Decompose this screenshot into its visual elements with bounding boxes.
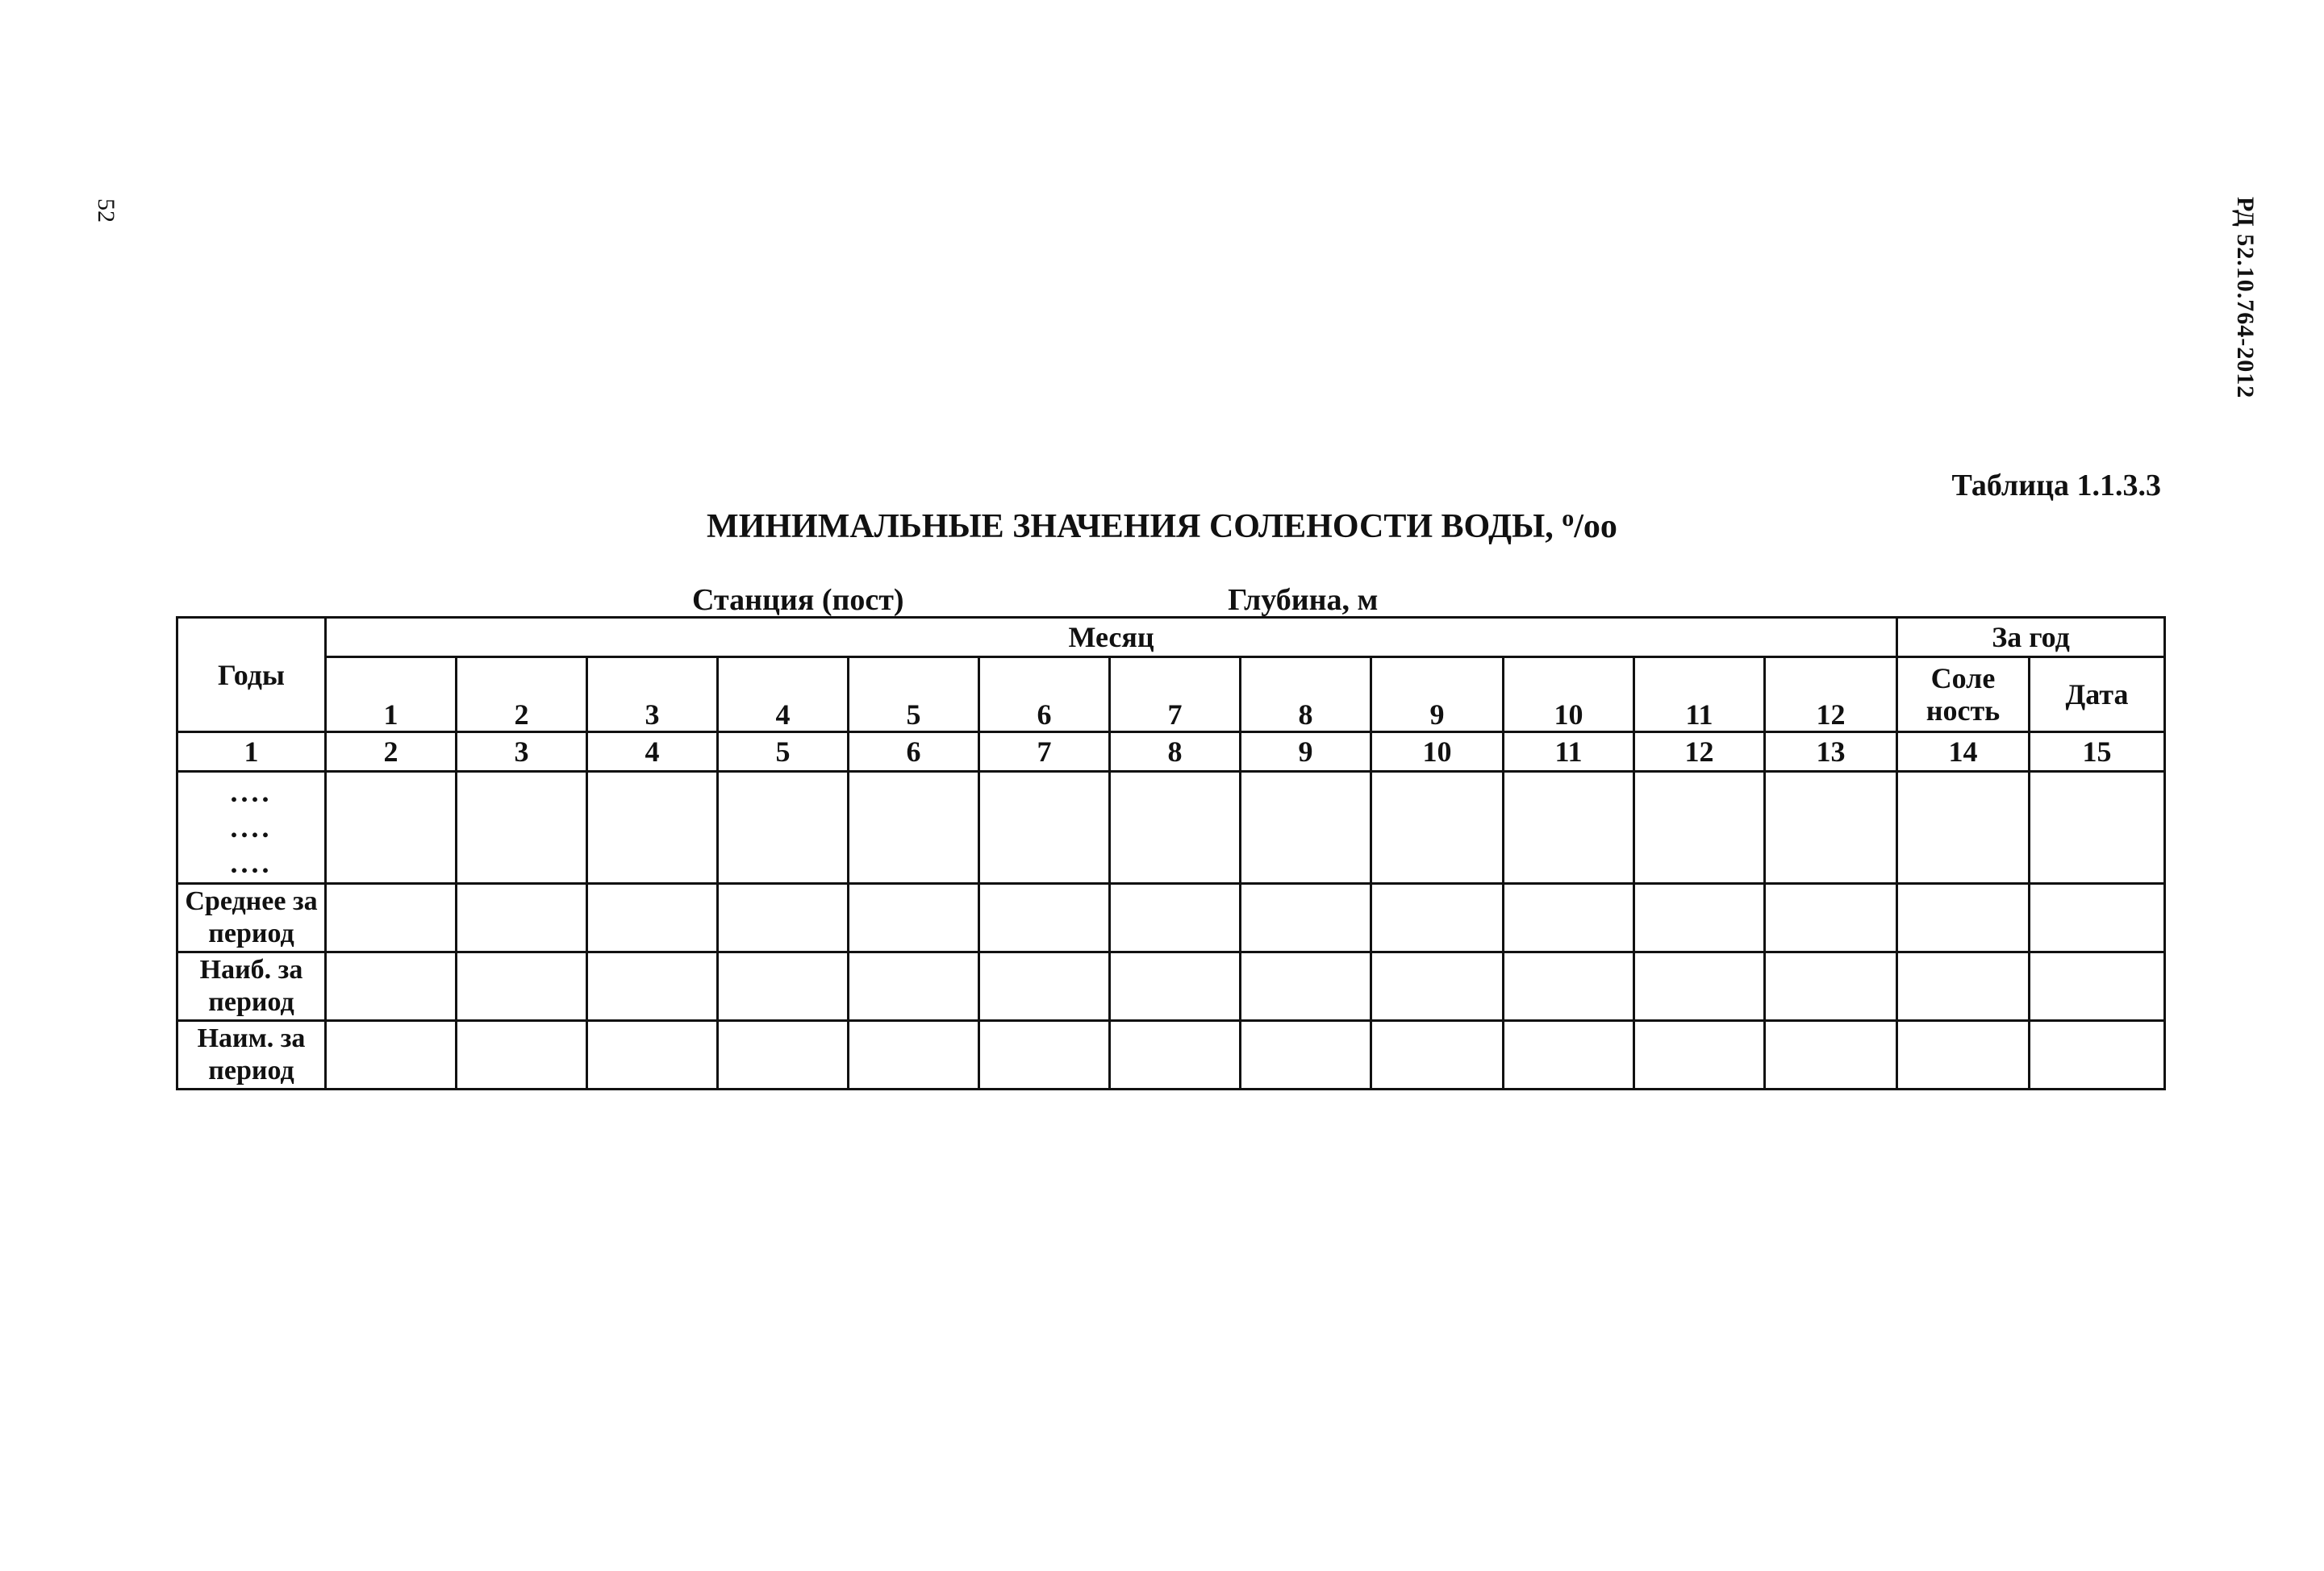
month-8: 8 <box>1241 657 1371 732</box>
month-9: 9 <box>1371 657 1504 732</box>
row-label-line: период <box>208 919 294 948</box>
index-cell: 14 <box>1897 732 2030 772</box>
month-11: 11 <box>1634 657 1765 732</box>
month-7: 7 <box>1110 657 1241 732</box>
years-placeholder <box>177 772 326 884</box>
empty-cell[interactable] <box>1765 952 1897 1021</box>
empty-cell[interactable] <box>2030 772 2165 884</box>
index-cell: 9 <box>1241 732 1371 772</box>
station-label: Станция (пост) <box>692 583 904 617</box>
empty-cell[interactable] <box>1897 1021 2030 1090</box>
year-salinity-header <box>1897 657 2030 732</box>
empty-cell[interactable] <box>979 1021 1110 1090</box>
empty-cell[interactable] <box>1110 952 1241 1021</box>
data-row-years <box>177 772 2165 884</box>
empty-cell[interactable] <box>1504 884 1634 952</box>
page-number: 52 <box>93 198 119 223</box>
month-10: 10 <box>1504 657 1634 732</box>
empty-cell[interactable] <box>1241 772 1371 884</box>
month-4: 4 <box>718 657 849 732</box>
empty-cell[interactable] <box>1765 772 1897 884</box>
empty-cell[interactable] <box>2030 884 2165 952</box>
month-12: 12 <box>1765 657 1897 732</box>
data-row-max <box>177 952 2165 1021</box>
empty-cell[interactable] <box>457 1021 587 1090</box>
empty-cell[interactable] <box>2030 1021 2165 1090</box>
empty-cell[interactable] <box>979 772 1110 884</box>
empty-cell[interactable] <box>326 1021 457 1090</box>
empty-cell[interactable] <box>718 952 849 1021</box>
empty-cell[interactable] <box>979 884 1110 952</box>
index-cell: 5 <box>718 732 849 772</box>
month-5: 5 <box>849 657 979 732</box>
empty-cell[interactable] <box>1897 772 2030 884</box>
empty-cell[interactable] <box>587 884 718 952</box>
empty-cell[interactable] <box>1897 884 2030 952</box>
empty-cell[interactable] <box>1371 772 1504 884</box>
empty-cell[interactable] <box>1504 952 1634 1021</box>
empty-cell[interactable] <box>457 952 587 1021</box>
row-label-line: Наиб. за <box>199 955 303 985</box>
empty-cell[interactable] <box>849 772 979 884</box>
table-number: Таблица 1.1.3.3 <box>1951 469 2161 502</box>
empty-cell[interactable] <box>1241 884 1371 952</box>
row-label-mean <box>177 884 326 952</box>
station-input-line[interactable] <box>904 589 1220 618</box>
index-cell: 3 <box>457 732 587 772</box>
empty-cell[interactable] <box>718 1021 849 1090</box>
empty-cell[interactable] <box>457 772 587 884</box>
empty-cell[interactable] <box>457 884 587 952</box>
empty-cell[interactable] <box>587 772 718 884</box>
table-title <box>0 505 2324 546</box>
month-2: 2 <box>457 657 587 732</box>
empty-cell[interactable] <box>326 952 457 1021</box>
empty-cell[interactable] <box>1634 1021 1765 1090</box>
empty-cell[interactable] <box>326 772 457 884</box>
empty-cell[interactable] <box>1634 952 1765 1021</box>
index-cell: 13 <box>1765 732 1897 772</box>
empty-cell[interactable] <box>1110 884 1241 952</box>
index-cell: 1 <box>177 732 326 772</box>
header-fields <box>692 582 1638 618</box>
salinity-table <box>176 616 2166 1090</box>
index-cell: 4 <box>587 732 718 772</box>
depth-label: Глубина, м <box>1228 583 1379 617</box>
row-label-line: период <box>208 1056 294 1086</box>
empty-cell[interactable] <box>326 884 457 952</box>
empty-cell[interactable] <box>979 952 1110 1021</box>
index-cell: 2 <box>326 732 457 772</box>
title-unit <box>1562 505 1617 545</box>
index-cell: 7 <box>979 732 1110 772</box>
empty-cell[interactable] <box>849 1021 979 1090</box>
index-cell: 15 <box>2030 732 2165 772</box>
empty-cell[interactable] <box>1110 1021 1241 1090</box>
index-cell: 8 <box>1110 732 1241 772</box>
empty-cell[interactable] <box>1765 884 1897 952</box>
month-1: 1 <box>326 657 457 732</box>
depth-input-line[interactable] <box>1378 589 1638 618</box>
row-label-line: Наим. за <box>197 1023 306 1053</box>
month-3: 3 <box>587 657 718 732</box>
dots-line: .... <box>230 776 273 808</box>
empty-cell[interactable] <box>1634 884 1765 952</box>
dots-line: .... <box>230 811 273 844</box>
empty-cell[interactable] <box>1765 1021 1897 1090</box>
header-month: Месяц <box>326 618 1897 657</box>
empty-cell[interactable] <box>1371 952 1504 1021</box>
index-cell: 10 <box>1371 732 1504 772</box>
empty-cell[interactable] <box>1504 772 1634 884</box>
empty-cell[interactable] <box>718 772 849 884</box>
title-text: МИНИМАЛЬНЫЕ ЗНАЧЕНИЯ СОЛЕНОСТИ ВОДЫ, <box>707 508 1563 545</box>
empty-cell[interactable] <box>1241 1021 1371 1090</box>
index-row <box>177 732 2165 772</box>
header-years: Годы <box>177 618 326 732</box>
empty-cell[interactable] <box>1110 772 1241 884</box>
title-unit-sup: o <box>1562 505 1575 531</box>
document-code: РД 52.10.764-2012 <box>2232 197 2259 399</box>
empty-cell[interactable] <box>849 952 979 1021</box>
empty-cell[interactable] <box>849 884 979 952</box>
empty-cell[interactable] <box>1371 1021 1504 1090</box>
row-label-max <box>177 952 326 1021</box>
title-unit-rest: /oo <box>1574 508 1617 545</box>
data-row-mean <box>177 884 2165 952</box>
empty-cell[interactable] <box>1897 952 2030 1021</box>
empty-cell[interactable] <box>587 1021 718 1090</box>
row-label-min <box>177 1021 326 1090</box>
year-date-header: Дата <box>2030 657 2165 732</box>
header-year: За год <box>1897 618 2165 657</box>
data-row-min <box>177 1021 2165 1090</box>
index-cell: 11 <box>1504 732 1634 772</box>
empty-cell[interactable] <box>587 952 718 1021</box>
empty-cell[interactable] <box>2030 952 2165 1021</box>
month-6: 6 <box>979 657 1110 732</box>
empty-cell[interactable] <box>1504 1021 1634 1090</box>
row-label-line: Среднее за <box>185 886 318 916</box>
empty-cell[interactable] <box>1241 952 1371 1021</box>
header-row-2 <box>177 657 2165 732</box>
year-salinity-line-2: ность <box>1926 694 2001 727</box>
header-row-1 <box>177 618 2165 657</box>
empty-cell[interactable] <box>1371 884 1504 952</box>
dots-line: .... <box>230 847 273 879</box>
index-cell: 6 <box>849 732 979 772</box>
index-cell: 12 <box>1634 732 1765 772</box>
empty-cell[interactable] <box>718 884 849 952</box>
year-salinity-line-1: Соле <box>1930 662 1996 694</box>
empty-cell[interactable] <box>1634 772 1765 884</box>
row-label-line: период <box>208 987 294 1017</box>
